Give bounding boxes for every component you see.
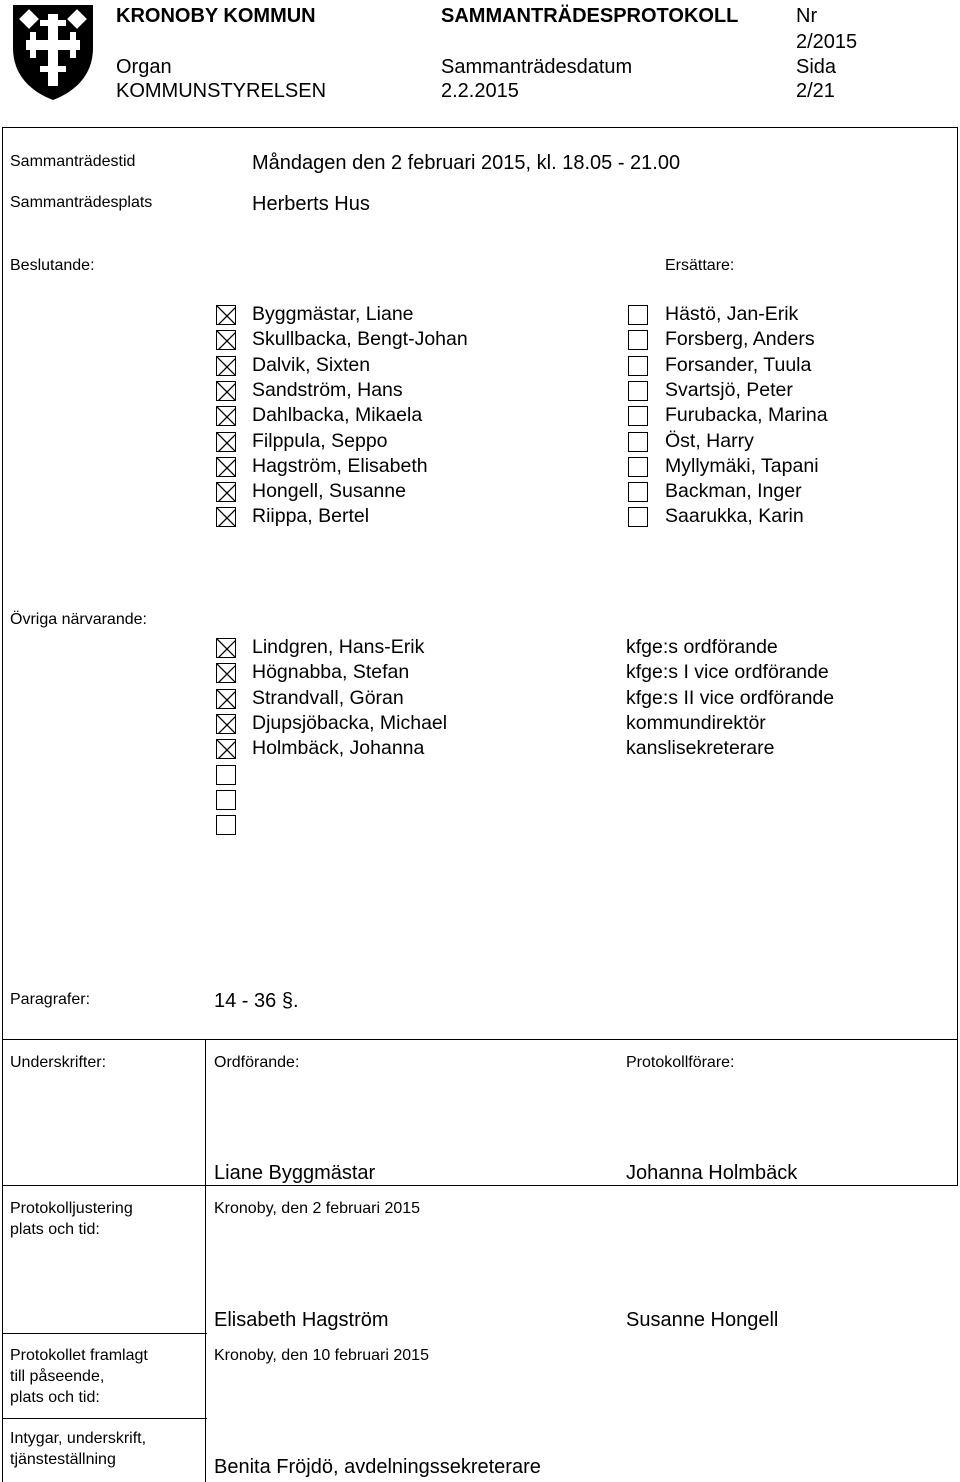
paragrafer-range <box>214 989 299 1014</box>
ersattare-member-name: Svartsjö, Peter <box>665 378 793 401</box>
checkmark-x-icon <box>217 306 236 325</box>
beslutande-member-name: Skullbacka, Bengt-Johan <box>252 328 468 351</box>
secretary-label: Protokollförare: <box>626 1054 735 1071</box>
checkmark-x-icon <box>217 483 236 502</box>
ovriga-member-name: Holmbäck, Johanna <box>252 737 425 760</box>
ersattare-member-name: Saarukka, Karin <box>665 505 804 528</box>
paragraph-symbol: §. <box>281 990 299 1012</box>
beslutande-checkbox[interactable] <box>216 330 236 350</box>
beslutande-member-name: Hongell, Susanne <box>252 480 406 503</box>
secretary-name: Johanna Holmbäck <box>626 1162 798 1184</box>
page-value: 2/21 <box>796 80 835 102</box>
ersattare-checkbox[interactable] <box>628 381 648 401</box>
ovriga-checkbox[interactable] <box>216 790 236 810</box>
underskrifter-label: Underskrifter: <box>10 1054 107 1071</box>
ersattare-member-name: Forsberg, Anders <box>665 328 815 351</box>
ovriga-member-name: Lindgren, Hans-Erik <box>252 636 425 658</box>
checkmark-x-icon <box>217 433 236 452</box>
checkmark-x-icon <box>217 508 236 527</box>
organization-name: KRONOBY KOMMUN <box>116 5 316 27</box>
meeting-place-label: Sammanträdesplats <box>10 194 153 211</box>
ersattare-checkbox[interactable] <box>628 305 648 325</box>
beslutande-member-name: Riippa, Bertel <box>252 505 370 528</box>
beslutande-checkbox[interactable] <box>216 507 236 527</box>
ersattare-member-name: Backman, Inger <box>665 480 802 503</box>
ovriga-checkbox[interactable] <box>216 739 236 759</box>
beslutande-member-name: Byggmästar, Liane <box>252 303 414 325</box>
framlagt-label-line3: plats och tid: <box>10 1389 100 1406</box>
ersattare-member-name: Öst, Harry <box>665 429 754 452</box>
ovriga-checkbox[interactable] <box>216 714 236 734</box>
ovriga-member-role: kommundirektör <box>626 711 766 734</box>
beslutande-member-name: Dalvik, Sixten <box>252 353 371 376</box>
justering-place-time: Kronoby, den 2 februari 2015 <box>214 1200 421 1217</box>
frame-right-border <box>957 127 958 1186</box>
framlagt-place-time: Kronoby, den 10 februari 2015 <box>214 1347 429 1364</box>
checkmark-x-icon <box>217 458 236 477</box>
ovriga-checkbox[interactable] <box>216 765 236 785</box>
frame-top-border <box>2 127 958 128</box>
justerare-1-name: Elisabeth Hagström <box>214 1309 389 1331</box>
ovriga-member-role: kfge:s ordförande <box>626 636 778 658</box>
framlagt-label-line1: Protokollet framlagt <box>10 1347 148 1364</box>
meeting-time-label: Sammanträdestid <box>10 153 136 170</box>
nr-label: Nr <box>796 5 818 27</box>
justering-label-line2: plats och tid: <box>10 1221 100 1238</box>
ersattare-member-name: Hästö, Jan-Erik <box>665 303 799 325</box>
beslutande-checkbox[interactable] <box>216 432 236 452</box>
nr-value: 2/2015 <box>796 31 858 53</box>
frame-left-border <box>2 127 3 1482</box>
checkmark-x-icon <box>217 715 236 734</box>
justerare-2-name: Susanne Hongell <box>626 1309 779 1331</box>
beslutande-checkbox[interactable] <box>216 457 236 477</box>
ovriga-member-role: kfge:s II vice ordförande <box>626 686 835 709</box>
beslutande-checkbox[interactable] <box>216 381 236 401</box>
chair-name: Liane Byggmästar <box>214 1162 376 1184</box>
municipal-coat-of-arms <box>10 2 96 102</box>
ovriga-label: Övriga närvarande: <box>10 611 147 628</box>
ovriga-checkbox[interactable] <box>216 815 236 835</box>
framlagt-label-line2: till påseende, <box>10 1368 105 1385</box>
paragrafer-value: 14 - 36 <box>214 990 277 1012</box>
checkmark-x-icon <box>217 740 236 759</box>
checkmark-x-icon <box>217 382 236 401</box>
ersattare-member-name: Myllymäki, Tapani <box>665 454 819 477</box>
organ-value: KOMMUNSTYRELSEN <box>116 80 327 102</box>
beslutande-checkbox[interactable] <box>216 305 236 325</box>
ersattare-checkbox[interactable] <box>628 432 648 452</box>
ovriga-member-role: kanslisekreterare <box>626 737 775 760</box>
checkmark-x-icon <box>217 407 236 426</box>
page-label: Sida <box>796 56 837 78</box>
ovriga-member-name: Strandvall, Göran <box>252 686 404 709</box>
intygar-label-line2: tjänsteställning <box>10 1451 116 1468</box>
beslutande-member-name: Filppula, Seppo <box>252 429 388 452</box>
meeting-date-label: Sammanträdesdatum <box>441 56 633 78</box>
beslutande-checkbox[interactable] <box>216 406 236 426</box>
ovriga-checkbox[interactable] <box>216 689 236 709</box>
beslutande-member-name: Sandström, Hans <box>252 378 403 401</box>
ersattare-checkbox[interactable] <box>628 457 648 477</box>
checkmark-x-icon <box>217 357 236 376</box>
intygar-label-line1: Intygar, underskrift, <box>10 1430 147 1447</box>
divider-justering <box>2 1185 958 1186</box>
ersattare-checkbox[interactable] <box>628 356 648 376</box>
checkmark-x-icon <box>217 331 236 350</box>
checkmark-x-icon <box>217 664 236 683</box>
checkmark-x-icon <box>217 639 236 658</box>
divider-paragrafer <box>2 1039 958 1040</box>
paragrafer-label: Paragrafer: <box>10 991 91 1008</box>
ovriga-checkbox[interactable] <box>216 638 236 658</box>
divider-label-column <box>205 1039 206 1482</box>
ersattare-member-name: Furubacka, Marina <box>665 404 828 427</box>
beslutande-checkbox[interactable] <box>216 356 236 376</box>
beslutande-member-name: Hagström, Elisabeth <box>252 454 428 477</box>
beslutande-checkbox[interactable] <box>216 482 236 502</box>
ersattare-checkbox[interactable] <box>628 406 648 426</box>
ersattare-checkbox[interactable] <box>628 507 648 527</box>
ersattare-member-name: Forsander, Tuula <box>665 353 812 376</box>
organ-label: Organ <box>116 56 172 78</box>
intygar-value: Benita Fröjdö, avdelningssekreterare <box>214 1456 541 1478</box>
ersattare-checkbox[interactable] <box>628 482 648 502</box>
beslutande-member-name: Dahlbacka, Mikaela <box>252 404 423 427</box>
meeting-place-value: Herberts Hus <box>252 193 370 215</box>
ovriga-member-name: Högnabba, Stefan <box>252 661 410 684</box>
meeting-date-value: 2.2.2015 <box>441 80 519 102</box>
divider-intygar <box>2 1418 207 1419</box>
checkmark-x-icon <box>217 690 236 709</box>
document-type: SAMMANTRÄDESPROTOKOLL <box>441 5 739 27</box>
chair-label: Ordförande: <box>214 1054 300 1071</box>
divider-framlagt <box>2 1333 207 1334</box>
ersattare-checkbox[interactable] <box>628 330 648 350</box>
meeting-time-value: Måndagen den 2 februari 2015, kl. 18.05 - 21.00 <box>252 152 681 174</box>
ovriga-member-role: kfge:s I vice ordförande <box>626 661 829 684</box>
beslutande-label: Beslutande: <box>10 257 95 274</box>
ovriga-member-name: Djupsjöbacka, Michael <box>252 711 448 734</box>
ersattare-label: Ersättare: <box>665 257 735 274</box>
ovriga-checkbox[interactable] <box>216 663 236 683</box>
justering-label-line1: Protokolljustering <box>10 1200 133 1217</box>
